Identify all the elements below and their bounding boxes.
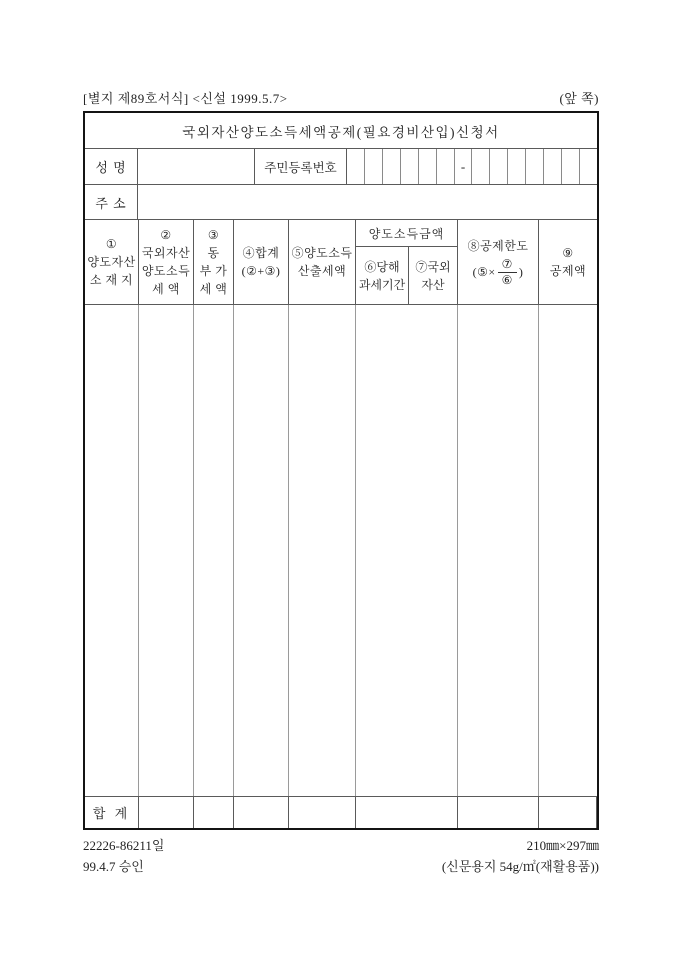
total-cell-credit-limit[interactable]	[458, 797, 539, 828]
body-cell-additional-tax[interactable]	[194, 305, 234, 796]
rrn-digit-box[interactable]	[419, 149, 437, 184]
total-label: 합 계	[85, 797, 139, 828]
header-foreign-asset: ⑦국외 자산	[415, 259, 451, 292]
address-row	[85, 184, 597, 219]
rrn-digit-box[interactable]	[383, 149, 401, 184]
rrn-digit-box[interactable]	[562, 149, 580, 184]
rrn-dash-box: -	[455, 149, 473, 184]
form-title: 국외자산양도소득세액공제(필요경비산입)신청서	[182, 124, 500, 140]
body-cell-foreign-asset-tax[interactable]	[139, 305, 194, 796]
total-cell-capital-gains[interactable]	[356, 797, 458, 828]
rrn-digit-box[interactable]	[401, 149, 419, 184]
total-cell-credit-amount[interactable]	[539, 797, 597, 828]
header-current-period: ⑥당해 과세기간	[356, 247, 409, 304]
total-cell-foreign-asset-tax[interactable]	[139, 797, 194, 828]
rrn-digit-box[interactable]	[544, 149, 562, 184]
total-cell-additional-tax[interactable]	[194, 797, 234, 828]
form-content	[83, 88, 599, 877]
paper-spec: (신문용지 54g/㎡(재활용품))	[441, 859, 599, 874]
rrn-digit-box[interactable]	[437, 149, 455, 184]
total-cell-sum[interactable]	[234, 797, 289, 828]
rrn-label: 주민등록번호	[255, 149, 347, 184]
header-credit-limit: ⑧공제한도 (⑤× $\frac{\text{⑦}}{\text{⑥}}$ )	[458, 220, 539, 304]
fraction: $\frac{\text{⑦}}{\text{⑥}}$	[498, 257, 517, 287]
table-body-row	[85, 304, 597, 796]
address-label: 주 소	[85, 185, 138, 219]
form-footer	[83, 835, 599, 877]
header-capital-gains-group	[356, 220, 458, 304]
front-side-label: (앞 쪽)	[559, 91, 599, 106]
total-row	[85, 796, 597, 828]
body-cell-sum[interactable]	[234, 305, 289, 796]
body-cell-calculated-tax[interactable]	[289, 305, 356, 796]
rrn-digit-box[interactable]	[347, 149, 365, 184]
name-rrn-row	[85, 148, 597, 184]
table-header-row	[85, 219, 597, 304]
name-label: 성 명	[85, 149, 138, 184]
header-sum: ④합계 (②+③)	[234, 220, 289, 304]
body-cell-credit-amount[interactable]	[539, 305, 597, 796]
body-cell-credit-limit[interactable]	[458, 305, 539, 796]
paper-size: 210㎜×297㎜	[526, 838, 599, 853]
credit-limit-formula: (⑤× $\frac{\text{⑦}}{\text{⑥}}$ )	[472, 257, 524, 287]
rrn-digit-box[interactable]	[490, 149, 508, 184]
rrn-digit-box[interactable]	[472, 149, 490, 184]
form-code-label: [별지 제89호서식] <신설 1999.5.7>	[83, 91, 288, 106]
rrn-digit-box[interactable]	[580, 149, 597, 184]
rrn-digit-box[interactable]	[508, 149, 526, 184]
form-serial-number: 22226-86211일	[83, 838, 165, 853]
header-capital-gains-title: 양도소득금액	[356, 220, 457, 247]
header-additional-tax: ③ 동 부 가 세 액	[194, 220, 234, 304]
header-calculated-tax: ⑤양도소득 산출세액	[289, 220, 356, 304]
body-cell-capital-gains[interactable]	[356, 305, 458, 796]
total-cell-calculated-tax[interactable]	[289, 797, 356, 828]
header-asset-location: ① 양도자산 소 재 지	[85, 220, 139, 304]
page-meta-row	[83, 88, 599, 107]
header-foreign-asset-tax: ② 국외자산 양도소득 세 액	[139, 220, 194, 304]
body-cell-asset-location[interactable]	[85, 305, 139, 796]
name-field[interactable]	[138, 149, 255, 184]
form-title-row	[85, 113, 597, 148]
rrn-digit-boxes	[347, 149, 597, 184]
form-table	[83, 111, 599, 830]
rrn-digit-box[interactable]	[365, 149, 383, 184]
rrn-digit-box[interactable]	[526, 149, 544, 184]
address-field[interactable]	[138, 185, 597, 219]
header-credit-amount: ⑨ 공제액	[549, 246, 587, 278]
approval-date: 99.4.7 승인	[83, 859, 144, 874]
